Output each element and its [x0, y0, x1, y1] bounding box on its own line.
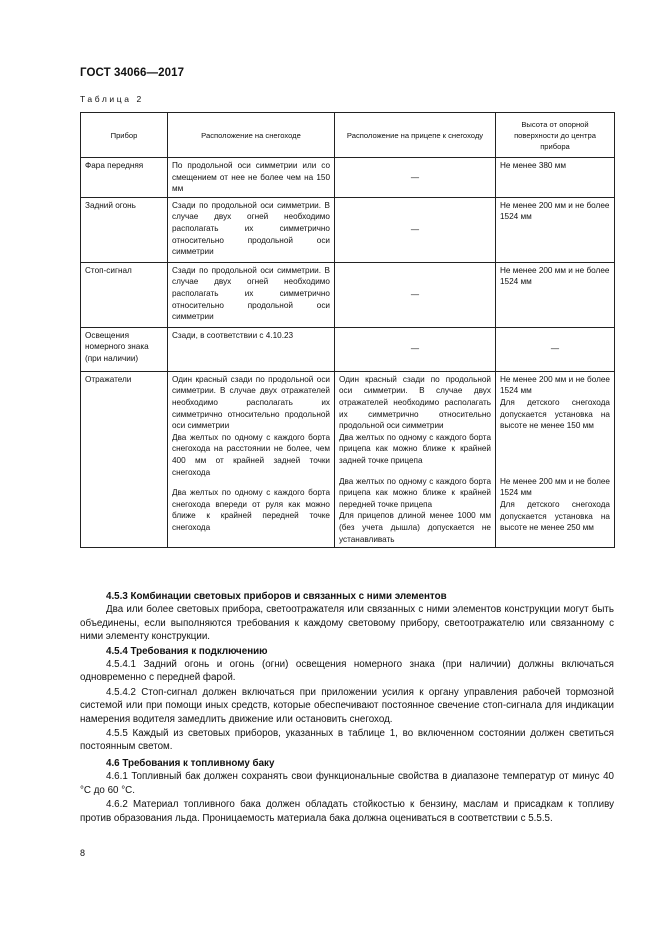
height-cell: —	[496, 327, 615, 371]
device-cell: Задний огонь	[81, 197, 168, 262]
table-row	[81, 327, 615, 371]
height-front-value: Не менее 200 мм и не более 1524 мм	[500, 476, 610, 498]
trailer-reflector-front-yellow: Два желтых по одному с каждого борта прицепа как можно ближе к крайней передней точке прицепа	[339, 476, 491, 509]
paragraph-4-5-3: Два или более световых прибора, светоотражателя или связанных с ними элементов конструкции могут быть объединены, если выполняются требования к каждому световому прибору, светоотражателю или связанному с ними элементу конструкции.	[80, 604, 614, 643]
paragraph-4-5-5: 4.5.5 Каждый из световых приборов, указанных в таблице 1, во включенном состоянии должен светиться постоянным светом.	[80, 728, 614, 753]
snowmobile-reflector-front-yellow: Два желтых по одному с каждого борта снегохода впереди от руля как можно ближе к крайней передней точке снегохода	[172, 488, 330, 532]
snowmobile-cell	[168, 371, 335, 547]
trailer-cell	[335, 371, 496, 547]
device-cell: Освещения номерного знака (при наличии)	[81, 327, 168, 371]
table-caption: Таблица 2	[80, 94, 144, 104]
body-text	[80, 590, 614, 826]
device-cell: Фара передняя	[81, 158, 168, 198]
paragraph-4-6-2: 4.6.2 Материал топливного бака должен обладать стойкостью к бензину, маслам и присадкам к топливу против образования льда. Проницаемость материала бака должна оцениваться в соответствии с 5.5.5.	[80, 799, 614, 824]
page-number: 8	[80, 848, 86, 858]
table-header-row	[81, 113, 615, 158]
height-rear-child-note: Для детского снегохода допускается установка на высоте не менее 150 мм	[500, 397, 610, 431]
paragraph-4-5-4-1: 4.5.4.1 Задний огонь и огонь (огни) освещения номерного знака (при наличии) должны включаться одновременно с передней фарой.	[80, 659, 614, 684]
trailer-cell: —	[335, 197, 496, 262]
trailer-cell: —	[335, 327, 496, 371]
standard-header: ГОСТ 34066—2017	[80, 67, 185, 79]
column-header-height: Высота от опорной поверхности до центра прибора	[496, 113, 615, 158]
snowmobile-reflector-rear-yellow: Два желтых по одному с каждого борта снегохода на расстоянии не более, чем 400 мм от крайней задней точки снегохода	[172, 432, 330, 477]
snowmobile-reflector-red: Один красный сзади по продольной оси симметрии. В случае двух отражателей необходимо располагать их симметрично относительно продольной оси симметрии	[172, 374, 330, 431]
height-cell: Не менее 200 мм и не более 1524 мм	[496, 262, 615, 327]
snowmobile-cell: Сзади по продольной оси симметрии. В случае двух огней необходимо располагать их симметрично относительно продольной оси симметрии	[168, 197, 335, 262]
height-cell: Не менее 200 мм и не более 1524 мм	[496, 197, 615, 262]
column-header-snowmobile: Расположение на снегоходе	[168, 113, 335, 158]
height-cell	[496, 371, 615, 547]
trailer-reflector-rear-yellow: Два желтых по одному с каждого борта прицепа как можно ближе к крайней задней точке прицепа	[339, 432, 491, 465]
device-cell: Стоп-сигнал	[81, 262, 168, 327]
trailer-reflector-red: Один красный сзади по продольной оси симметрии. В случае двух отражателей необходимо располагать их симметрично относительно продольной оси симметрии	[339, 374, 491, 431]
height-rear-value: Не менее 200 мм и не более 1524 мм	[500, 374, 610, 396]
trailer-cell: —	[335, 158, 496, 198]
table-row	[81, 197, 615, 262]
section-heading-4-6: 4.6 Требования к топливному баку	[106, 757, 275, 769]
paragraph-4-5-4-2: 4.5.4.2 Стоп-сигнал должен включаться при приложении усилия к органу управления рабочей тормозной системой или при помощи иных средств, которые обеспечивают постоянное свечение стоп-сигнала для индикации намерения водителя замедлить движение или остановить снегоход.	[80, 686, 614, 725]
height-cell: Не менее 380 мм	[496, 158, 615, 198]
snowmobile-cell: Сзади по продольной оси симметрии. В случае двух огней необходимо располагать их симметрично относительно продольной оси симметрии	[168, 262, 335, 327]
device-cell: Отражатели	[81, 371, 168, 547]
height-front-child-note: Для детского снегохода допускается установка на высоте не менее 250 мм	[500, 499, 610, 533]
trailer-cell: —	[335, 262, 496, 327]
section-heading-4-5-4: 4.5.4 Требования к подключению	[106, 645, 268, 657]
table-row	[81, 158, 615, 198]
paragraph-4-6-1: 4.6.1 Топливный бак должен сохранять свои функциональные свойства в диапазоне температур от минус 40 °С до 60 °С.	[80, 771, 614, 796]
column-header-device: Прибор	[81, 113, 168, 158]
table-row	[81, 262, 615, 327]
snowmobile-cell: Сзади, в соответствии с 4.10.23	[168, 327, 335, 371]
table-row	[81, 371, 615, 547]
section-heading-4-5-3: 4.5.3 Комбинации световых приборов и связанных с ними элементов	[106, 591, 447, 602]
column-header-trailer: Расположение на прицепе к снегоходу	[335, 113, 496, 158]
trailer-reflector-note: Для прицепов длиной менее 1000 мм (без учета дышла) допускается не устанавливать	[339, 511, 491, 544]
lighting-table	[80, 112, 615, 548]
snowmobile-cell: По продольной оси симметрии или со смещением от нее не более чем на 150 мм	[168, 158, 335, 198]
